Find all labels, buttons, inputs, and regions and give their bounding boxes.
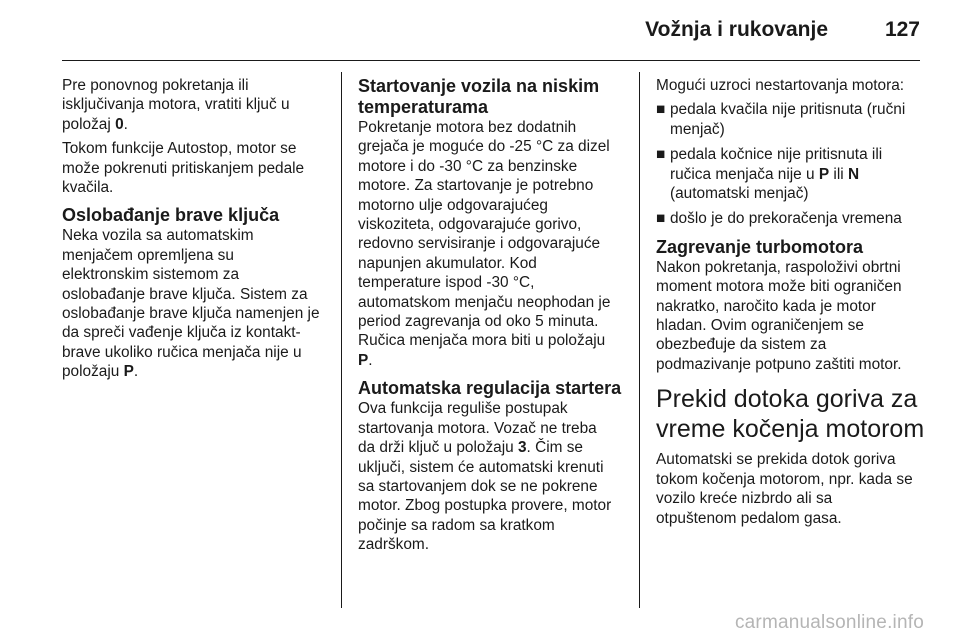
paragraph-no-start-causes: Mogući uzroci nestartovanja motora: bbox=[656, 77, 905, 94]
no-start-causes-list bbox=[656, 100, 928, 228]
column-2 bbox=[358, 76, 634, 560]
paragraph-turbo-warmup: Nakon pokretanja, raspoloživi obrtni moment motora može biti ograničen nakratko, naročito kada je motor hladan. Ovim ograničenjem se obezbeđuje da sistem za podmazivanje potpuno zaštiti motor. bbox=[656, 258, 902, 373]
paragraph-key-position: Pre ponovnog pokretanja ili isključivanja motora, vratiti ključ u položaj 0. bbox=[62, 77, 290, 133]
watermark: carmanualsonline.info bbox=[734, 612, 924, 633]
column-divider-1 bbox=[341, 72, 342, 608]
heading-cold-start: Startovanje vozila na niskim temperaturama bbox=[358, 76, 600, 117]
section-title: Vožnja i rukovanje bbox=[645, 18, 828, 41]
list-item: ■ došlo je do prekoračenja vremena bbox=[656, 210, 902, 228]
square-bullet-icon: ■ bbox=[656, 146, 666, 164]
heading-turbo-warmup: Zagrevanje turbomotora bbox=[656, 236, 864, 257]
square-bullet-icon: ■ bbox=[656, 101, 666, 119]
paragraph-cold-start: Pokretanje motora bez dodatnih grejača je moguće do -25 °C za dizel motore i do -30 °C za benzinske motore. Za startovanje je potrebno motorno ulje odgovarajućeg viskoziteta, odgovarajuće gorivo, redovno servisiranje i odgovarajuće napunjen akumulator. Kod temperature ispod -30 °C, automatskom menjaču neophodan je period zagrevanja od oko 5 minuta. Ručica menjača mora biti u položaju P. bbox=[358, 119, 611, 369]
heading-key-lock-release: Oslobađanje brave ključa bbox=[62, 205, 280, 226]
paragraph-key-lock-release: Neka vozila sa automatskim menjačem opremljena su elektronskim sistemom za oslobađanje brave ključa. Sistem za oslobađanje brave ključa namenjen je da spreči vađenje ključa iz kontakt- brave ukoliko ručica menjača nije u položaju P. bbox=[62, 227, 320, 381]
column-divider-2 bbox=[639, 72, 640, 608]
page-number: 127 bbox=[884, 18, 920, 41]
heading-starter-regulation: Automatska regulacija startera bbox=[358, 378, 622, 399]
list-item: ■ pedala kočnice nije pritisnuta ili ručica menjača nije u P ili N (automatski menjač) bbox=[656, 146, 883, 203]
heading-fuel-cutoff: Prekid dotoka goriva za vreme kočenja motorom bbox=[656, 385, 925, 444]
column-3 bbox=[656, 76, 928, 533]
paragraph-autostop: Tokom funkcije Autostop, motor se može pokrenuti pritiskanjem pedale kvačila. bbox=[62, 140, 305, 197]
paragraph-starter-regulation: Ova funkcija reguliše postupak startovanja motora. Vozač ne treba da drži ključ u položaju 3. Čim se uključi, sistem će automatski krenuti sa startovanjem dok se ne pokrene motor. Zbog postupka provere, motor počinje sa radom sa kratkom zadrškom. bbox=[358, 400, 612, 554]
square-bullet-icon: ■ bbox=[656, 210, 666, 228]
header-divider bbox=[62, 60, 920, 61]
list-item: ■ pedala kvačila nije pritisnuta (ručni menjač) bbox=[656, 101, 906, 138]
column-1 bbox=[62, 76, 334, 387]
paragraph-fuel-cutoff: Automatski se prekida dotok goriva tokom kočenja motorom, npr. kada se vozilo kreće nizbrdo ali sa otpuštenom pedalom gasa. bbox=[656, 451, 913, 527]
page-header bbox=[0, 0, 960, 62]
